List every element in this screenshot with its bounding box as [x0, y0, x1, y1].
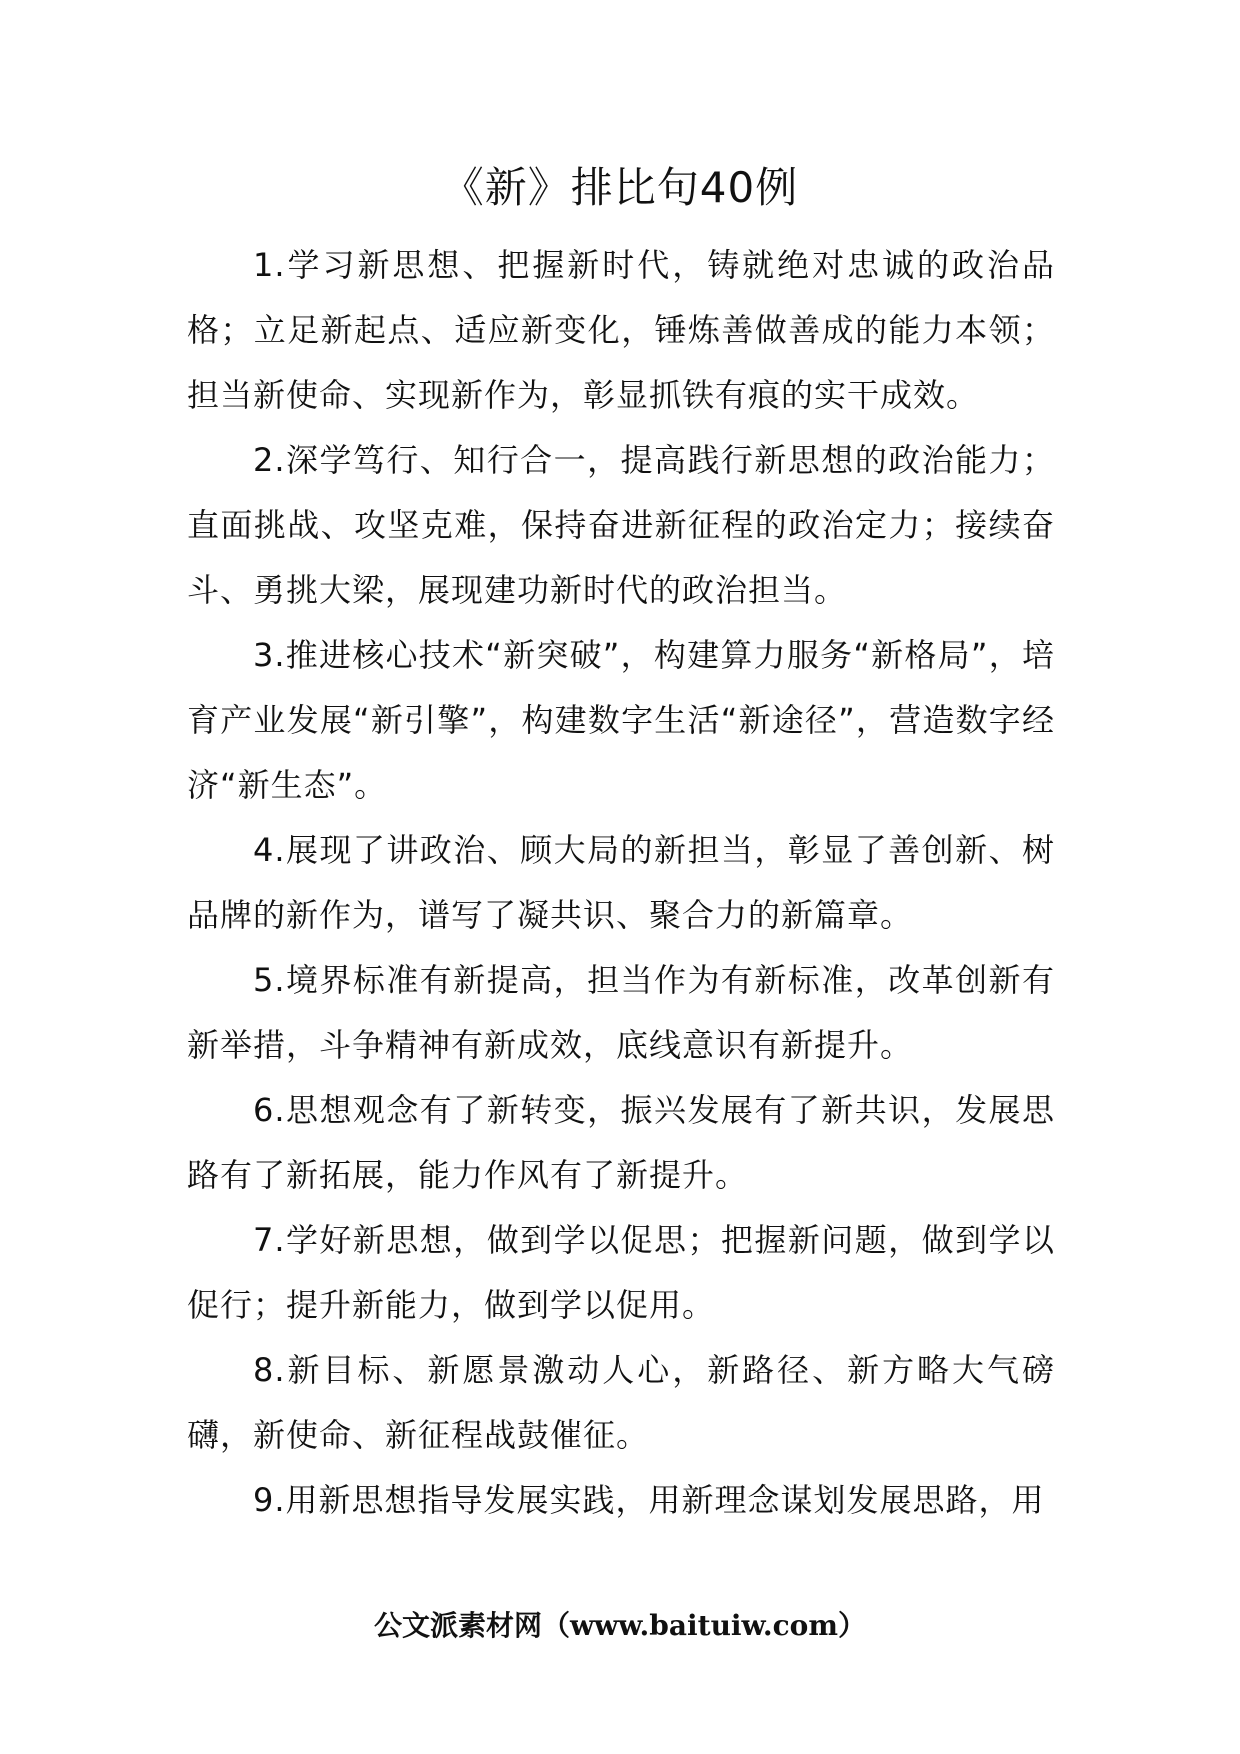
paragraph-3: 3.推进核心技术“新突破”，构建算力服务“新格局”，培育产业发展“新引擎”，构建数字生活“新途径”，营造数字经济“新生态”。: [187, 636, 1055, 804]
footer-source: 公文派素材网（www.baituiw.com）: [374, 1609, 866, 1642]
paragraph-6: 6.思想观念有了新转变，振兴发展有了新共识，发展思路有了新拓展，能力作风有了新提升。: [187, 1091, 1055, 1194]
document-title: 《新》排比句40例: [441, 163, 799, 212]
document-body: [187, 233, 1055, 1533]
paragraph-2: 2.深学笃行、知行合一，提高践行新思想的政治能力；直面挑战、攻坚克难，保持奋进新征程的政治定力；接续奋斗、勇挑大梁，展现建功新时代的政治担当。: [187, 441, 1055, 609]
paragraph-8: 8.新目标、新愿景激动人心，新路径、新方略大气磅礴，新使命、新征程战鼓催征。: [187, 1351, 1055, 1454]
paragraph-5: 5.境界标准有新提高，担当作为有新标准，改革创新有新举措，斗争精神有新成效，底线意识有新提升。: [187, 961, 1055, 1064]
paragraph-7: 7.学好新思想，做到学以促思；把握新问题，做到学以促行；提升新能力，做到学以促用。: [187, 1221, 1055, 1324]
paragraph-9: 9.用新思想指导发展实践，用新理念谋划发展思路，用: [253, 1481, 1045, 1519]
paragraph-4: 4.展现了讲政治、顾大局的新担当，彰显了善创新、树品牌的新作为，谱写了凝共识、聚合力的新篇章。: [187, 831, 1055, 934]
paragraph-1: 1.学习新思想、把握新时代，铸就绝对忠诚的政治品格；立足新起点、适应新变化，锤炼善做善成的能力本领；担当新使命、实现新作为，彰显抓铁有痕的实干成效。: [187, 246, 1055, 414]
